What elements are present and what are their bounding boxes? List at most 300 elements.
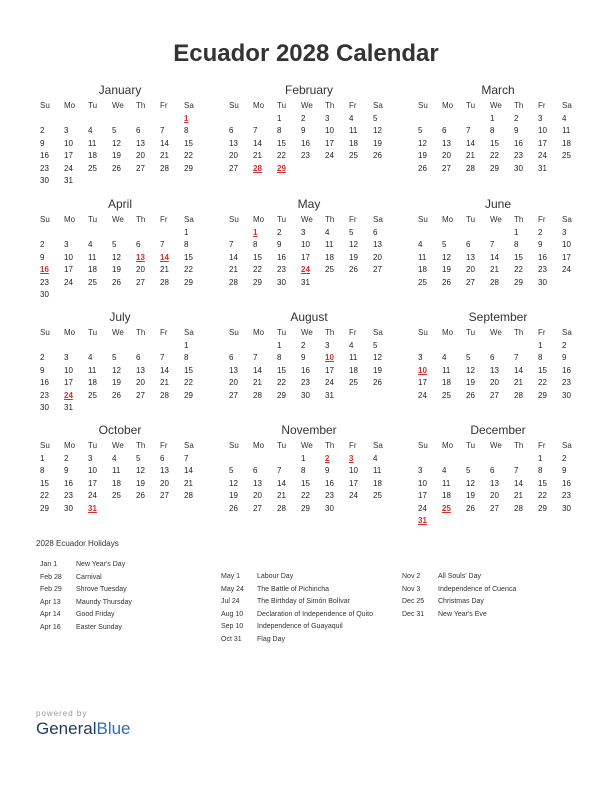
day-cell: 24 xyxy=(64,163,73,173)
day-cell: 23 xyxy=(40,277,49,287)
day-cell: 3 xyxy=(418,353,423,362)
month-name: October xyxy=(98,423,142,437)
day-cell: 12 xyxy=(466,365,475,375)
day-cell: 4 xyxy=(88,353,93,362)
day-cell: 7 xyxy=(514,466,519,475)
day-cell: 4 xyxy=(442,353,447,362)
holiday-name: Maundy Thursday xyxy=(76,598,132,606)
weekday-header: Sa xyxy=(184,215,194,224)
day-cell: 6 xyxy=(253,466,258,475)
weekday-header: We xyxy=(301,101,313,110)
day-cell: 2 xyxy=(64,453,69,463)
holiday-date-label: Jan 1 xyxy=(40,561,58,568)
day-cell: 17 xyxy=(301,252,310,262)
day-cell: 17 xyxy=(418,378,427,387)
weekday-header: Su xyxy=(40,441,50,450)
day-cell: 26 xyxy=(418,163,427,173)
weekday-header: Th xyxy=(325,215,335,224)
day-cell: 9 xyxy=(301,353,306,362)
weekday-header: Sa xyxy=(373,215,383,224)
day-cell: 28 xyxy=(514,390,523,400)
day-cell: 29 xyxy=(514,277,523,287)
day-cell: 16 xyxy=(40,151,49,160)
day-cell: 5 xyxy=(466,353,471,362)
holiday-date-label: Apr 14 xyxy=(40,611,61,618)
day-cell: 14 xyxy=(160,365,169,375)
month-name: February xyxy=(284,83,334,97)
day-cell: 24 xyxy=(418,503,427,513)
empty-cell xyxy=(108,113,132,126)
day-cell: 22 xyxy=(40,491,49,500)
day-cell: 8 xyxy=(277,353,282,362)
holiday-date: 31 xyxy=(88,503,97,513)
weekday-header: We xyxy=(301,441,313,450)
day-cell: 25 xyxy=(88,390,97,400)
day-cell: 12 xyxy=(136,466,145,475)
day-cell: 7 xyxy=(160,126,165,135)
day-cell: 29 xyxy=(490,163,499,173)
weekday-header: Sa xyxy=(373,101,383,110)
day-cell: 6 xyxy=(136,126,141,135)
day-cell: 1 xyxy=(514,227,519,237)
day-cell: 9 xyxy=(562,353,567,362)
day-cell: 8 xyxy=(184,126,189,135)
day-cell: 12 xyxy=(466,478,475,488)
day-cell: 7 xyxy=(253,353,258,362)
day-cell: 4 xyxy=(373,453,378,463)
day-cell: 30 xyxy=(325,503,334,513)
day-cell: 4 xyxy=(418,240,423,249)
day-cell: 30 xyxy=(40,176,49,185)
day-cell: 22 xyxy=(184,265,193,274)
empty-cell xyxy=(36,340,60,353)
weekday-header: Tu xyxy=(466,215,476,224)
holiday-row xyxy=(402,571,516,584)
day-cell: 19 xyxy=(466,378,475,387)
empty-cell xyxy=(486,453,510,466)
day-cell: 27 xyxy=(373,265,382,274)
day-cell: 30 xyxy=(538,277,547,287)
holiday-date-label: Feb 28 xyxy=(40,573,62,581)
weekday-header: Tu xyxy=(466,328,476,337)
empty-cell xyxy=(438,453,462,466)
day-cell: 18 xyxy=(325,252,334,262)
day-cell: 14 xyxy=(277,478,286,488)
day-cell: 3 xyxy=(64,126,69,135)
day-cell: 21 xyxy=(490,265,499,274)
day-cell: 5 xyxy=(112,240,117,249)
weekday-header: Tu xyxy=(277,215,287,224)
day-cell: 18 xyxy=(349,365,358,375)
day-cell: 28 xyxy=(466,163,475,173)
day-cell: 15 xyxy=(277,365,286,375)
day-cell: 25 xyxy=(373,491,382,500)
day-cell: 27 xyxy=(490,503,499,513)
month-name: August xyxy=(290,310,328,324)
day-cell: 25 xyxy=(349,151,358,160)
holiday-row xyxy=(40,597,132,610)
day-cell: 3 xyxy=(325,340,330,350)
month-july xyxy=(36,310,204,415)
day-cell: 1 xyxy=(277,113,282,123)
weekday-header: Mo xyxy=(442,215,454,224)
weekday-header: Fr xyxy=(538,215,546,224)
day-cell: 5 xyxy=(373,340,378,350)
day-cell: 29 xyxy=(184,277,193,287)
day-cell: 19 xyxy=(112,378,121,387)
day-cell: 13 xyxy=(373,240,382,249)
weekday-header: Th xyxy=(325,328,335,337)
day-cell: 21 xyxy=(514,378,523,387)
weekday-header: Tu xyxy=(277,441,287,450)
weekday-header: Th xyxy=(514,101,524,110)
holiday-name: Labour Day xyxy=(257,573,294,580)
holiday-row xyxy=(221,584,373,597)
day-cell: 20 xyxy=(253,491,262,500)
holiday-date: 10 xyxy=(418,365,427,375)
holiday-name: Independence of Guayaquil xyxy=(257,623,343,630)
day-cell: 6 xyxy=(136,240,141,249)
holiday-row xyxy=(40,622,132,635)
day-cell: 4 xyxy=(349,113,354,123)
weekday-header: We xyxy=(112,215,124,224)
day-cell: 25 xyxy=(562,151,571,160)
weekday-header: Tu xyxy=(88,328,98,337)
weekday-header: Su xyxy=(40,328,50,337)
day-cell: 5 xyxy=(442,240,447,249)
day-cell: 19 xyxy=(373,365,382,375)
holiday-date-label: Nov 2 xyxy=(402,573,421,580)
day-cell: 24 xyxy=(349,491,358,500)
day-cell: 17 xyxy=(88,478,97,488)
day-cell: 4 xyxy=(325,227,330,237)
empty-cell xyxy=(273,453,297,466)
empty-cell xyxy=(36,113,60,126)
day-cell: 1 xyxy=(301,453,306,463)
day-cell: 15 xyxy=(184,365,193,375)
day-cell: 9 xyxy=(40,252,45,262)
weekday-header: Mo xyxy=(442,441,454,450)
day-cell: 16 xyxy=(538,252,547,262)
empty-cell xyxy=(108,340,132,353)
day-cell: 26 xyxy=(112,390,121,400)
day-cell: 29 xyxy=(277,390,286,400)
empty-cell xyxy=(510,340,534,353)
weekday-header: Th xyxy=(514,328,524,337)
day-cell: 8 xyxy=(538,353,543,362)
day-cell: 7 xyxy=(229,240,234,249)
day-cell: 26 xyxy=(349,265,358,274)
day-cell: 13 xyxy=(229,138,238,148)
day-cell: 26 xyxy=(112,277,121,287)
day-cell: 11 xyxy=(88,138,97,148)
empty-cell xyxy=(249,453,273,466)
empty-cell xyxy=(225,453,249,466)
month-name: January xyxy=(98,83,142,97)
day-cell: 7 xyxy=(277,466,282,475)
weekday-header: We xyxy=(490,441,502,450)
day-cell: 10 xyxy=(325,126,334,135)
weekday-header: Sa xyxy=(373,328,383,337)
weekday-header: Mo xyxy=(64,101,76,110)
day-cell: 28 xyxy=(160,277,169,287)
month-grid xyxy=(225,100,393,175)
day-cell: 28 xyxy=(160,390,169,400)
day-cell: 31 xyxy=(538,163,547,173)
weekday-header: We xyxy=(112,328,124,337)
day-cell: 29 xyxy=(301,503,310,513)
day-cell: 15 xyxy=(490,138,499,148)
day-cell: 26 xyxy=(466,503,475,513)
holiday-row xyxy=(402,596,516,609)
day-cell: 15 xyxy=(514,252,523,262)
holiday-row xyxy=(402,609,516,622)
weekday-header: Th xyxy=(514,441,524,450)
weekday-header: Su xyxy=(418,101,428,110)
weekday-header: Su xyxy=(229,328,239,337)
day-cell: 15 xyxy=(277,138,286,148)
day-cell: 5 xyxy=(466,466,471,475)
day-cell: 13 xyxy=(490,365,499,375)
day-cell: 25 xyxy=(418,277,427,287)
day-cell: 23 xyxy=(301,151,310,160)
day-cell: 23 xyxy=(40,163,49,173)
month-may xyxy=(225,197,393,289)
day-cell: 27 xyxy=(160,491,169,500)
month-grid xyxy=(36,100,204,188)
day-cell: 20 xyxy=(160,478,169,488)
day-cell: 21 xyxy=(160,378,169,387)
day-cell: 9 xyxy=(301,126,306,135)
day-cell: 8 xyxy=(184,240,189,249)
day-cell: 3 xyxy=(325,113,330,123)
holiday-date-label: Apr 13 xyxy=(40,598,61,606)
day-cell: 26 xyxy=(136,491,145,500)
holiday-date: 24 xyxy=(64,390,73,400)
holiday-row xyxy=(40,609,132,622)
holiday-date: 13 xyxy=(136,252,145,262)
day-cell: 12 xyxy=(418,138,427,148)
empty-cell xyxy=(60,340,84,353)
day-cell: 11 xyxy=(325,240,334,249)
day-cell: 18 xyxy=(442,378,451,387)
day-cell: 27 xyxy=(229,163,238,173)
holiday-date-label: Feb 29 xyxy=(40,586,62,593)
day-cell: 6 xyxy=(229,126,234,135)
day-cell: 13 xyxy=(160,466,169,475)
day-cell: 20 xyxy=(136,265,145,274)
day-cell: 30 xyxy=(562,390,571,400)
day-cell: 16 xyxy=(277,252,286,262)
day-cell: 21 xyxy=(184,478,193,488)
empty-cell xyxy=(414,340,438,353)
month-grid xyxy=(225,214,393,289)
day-cell: 21 xyxy=(277,491,286,500)
day-cell: 27 xyxy=(490,390,499,400)
weekday-header: We xyxy=(112,101,124,110)
day-cell: 30 xyxy=(562,503,571,513)
day-cell: 19 xyxy=(466,491,475,500)
day-cell: 31 xyxy=(64,176,73,185)
day-cell: 25 xyxy=(442,390,451,400)
weekday-header: Tu xyxy=(88,441,98,450)
month-grid xyxy=(225,327,393,402)
day-cell: 17 xyxy=(562,252,571,262)
day-cell: 10 xyxy=(301,240,310,249)
holiday-date-label: Dec 25 xyxy=(402,598,425,605)
day-cell: 30 xyxy=(277,277,286,287)
holiday-date: 25 xyxy=(442,503,451,513)
month-name: June xyxy=(484,197,512,211)
day-cell: 16 xyxy=(325,478,334,488)
day-cell: 2 xyxy=(514,113,519,123)
holiday-date: 28 xyxy=(253,163,262,173)
day-cell: 25 xyxy=(325,265,334,274)
holiday-row xyxy=(40,572,132,585)
page-title: Ecuador 2028 Calendar xyxy=(173,40,439,67)
day-cell: 13 xyxy=(253,478,262,488)
weekday-header: Sa xyxy=(562,101,572,110)
weekday-header: Sa xyxy=(184,101,194,110)
day-cell: 14 xyxy=(184,466,193,475)
day-cell: 19 xyxy=(229,491,238,500)
day-cell: 6 xyxy=(229,353,234,362)
weekday-header: Sa xyxy=(562,215,572,224)
weekday-header: We xyxy=(490,101,502,110)
day-cell: 11 xyxy=(349,353,358,362)
day-cell: 15 xyxy=(253,252,262,262)
weekday-header: Fr xyxy=(160,328,168,337)
day-cell: 18 xyxy=(88,151,97,160)
day-cell: 6 xyxy=(160,453,165,463)
day-cell: 15 xyxy=(301,478,310,488)
weekday-header: We xyxy=(112,441,124,450)
day-cell: 16 xyxy=(301,365,310,375)
day-cell: 16 xyxy=(40,378,49,387)
day-cell: 23 xyxy=(562,378,571,387)
weekday-header: Th xyxy=(325,101,335,110)
day-cell: 15 xyxy=(538,478,547,488)
day-cell: 14 xyxy=(229,252,238,262)
day-cell: 7 xyxy=(184,453,189,463)
day-cell: 20 xyxy=(229,378,238,387)
day-cell: 8 xyxy=(277,126,282,135)
empty-cell xyxy=(414,227,438,240)
day-cell: 20 xyxy=(490,491,499,500)
holiday-date: 10 xyxy=(325,353,334,362)
month-grid xyxy=(414,100,582,175)
brand-logo[interactable] xyxy=(36,709,131,739)
day-cell: 26 xyxy=(112,163,121,173)
day-cell: 17 xyxy=(538,138,547,148)
day-cell: 18 xyxy=(88,265,97,274)
day-cell: 17 xyxy=(64,378,73,387)
weekday-header: Sa xyxy=(184,328,194,337)
day-cell: 26 xyxy=(442,277,451,287)
day-cell: 14 xyxy=(253,365,262,375)
empty-cell xyxy=(60,113,84,126)
weekday-header: Th xyxy=(514,215,524,224)
day-cell: 28 xyxy=(514,503,523,513)
holiday-row xyxy=(40,559,132,572)
weekday-header: Mo xyxy=(253,328,265,337)
holidays-column xyxy=(402,571,516,621)
holiday-name: Christmas Day xyxy=(438,598,484,605)
empty-cell xyxy=(84,340,108,353)
day-cell: 28 xyxy=(160,163,169,173)
weekday-header: Fr xyxy=(538,328,546,337)
day-cell: 1 xyxy=(490,113,495,123)
day-cell: 13 xyxy=(136,365,145,375)
weekday-header: We xyxy=(301,215,313,224)
day-cell: 21 xyxy=(229,265,238,274)
empty-cell xyxy=(225,227,249,240)
holiday-date-label: May 24 xyxy=(221,585,244,593)
day-cell: 18 xyxy=(418,265,427,274)
day-cell: 29 xyxy=(538,390,547,400)
day-cell: 16 xyxy=(514,138,523,148)
month-grid xyxy=(36,214,204,302)
holiday-date-label: Aug 10 xyxy=(221,610,244,618)
day-cell: 22 xyxy=(301,491,310,500)
weekday-header: We xyxy=(490,328,502,337)
day-cell: 20 xyxy=(136,378,145,387)
month-november xyxy=(225,423,393,515)
day-cell: 26 xyxy=(373,378,382,387)
day-cell: 14 xyxy=(253,138,262,148)
day-cell: 22 xyxy=(538,378,547,387)
holiday-date: 2 xyxy=(325,453,330,463)
holiday-date-label: Oct 31 xyxy=(221,635,242,643)
day-cell: 3 xyxy=(562,227,567,237)
day-cell: 13 xyxy=(490,478,499,488)
day-cell: 12 xyxy=(442,252,451,262)
day-cell: 2 xyxy=(40,353,45,362)
weekday-header: Su xyxy=(229,441,239,450)
day-cell: 20 xyxy=(136,151,145,160)
empty-cell xyxy=(84,113,108,126)
weekday-header: Tu xyxy=(88,101,98,110)
day-cell: 8 xyxy=(184,353,189,362)
weekday-header: Su xyxy=(40,101,50,110)
day-cell: 11 xyxy=(442,478,451,488)
empty-cell xyxy=(108,227,132,240)
holiday-name: The Battle of Pichincha xyxy=(257,585,329,593)
day-cell: 10 xyxy=(64,365,73,375)
day-cell: 2 xyxy=(277,227,282,237)
month-march xyxy=(414,83,582,175)
day-cell: 2 xyxy=(301,113,306,123)
day-cell: 12 xyxy=(373,126,382,135)
day-cell: 18 xyxy=(562,138,571,148)
day-cell: 27 xyxy=(253,503,262,513)
day-cell: 9 xyxy=(325,466,330,475)
weekday-header: Fr xyxy=(349,215,357,224)
empty-cell xyxy=(438,340,462,353)
weekday-header: Th xyxy=(136,101,146,110)
day-cell: 10 xyxy=(418,478,427,488)
day-cell: 11 xyxy=(562,126,571,135)
day-cell: 17 xyxy=(325,365,334,375)
day-cell: 24 xyxy=(562,265,571,274)
day-cell: 16 xyxy=(301,138,310,148)
day-cell: 4 xyxy=(112,453,117,463)
weekday-header: Su xyxy=(40,215,50,224)
day-cell: 25 xyxy=(349,378,358,387)
day-cell: 30 xyxy=(40,290,49,299)
day-cell: 16 xyxy=(64,478,73,488)
empty-cell xyxy=(486,227,510,240)
